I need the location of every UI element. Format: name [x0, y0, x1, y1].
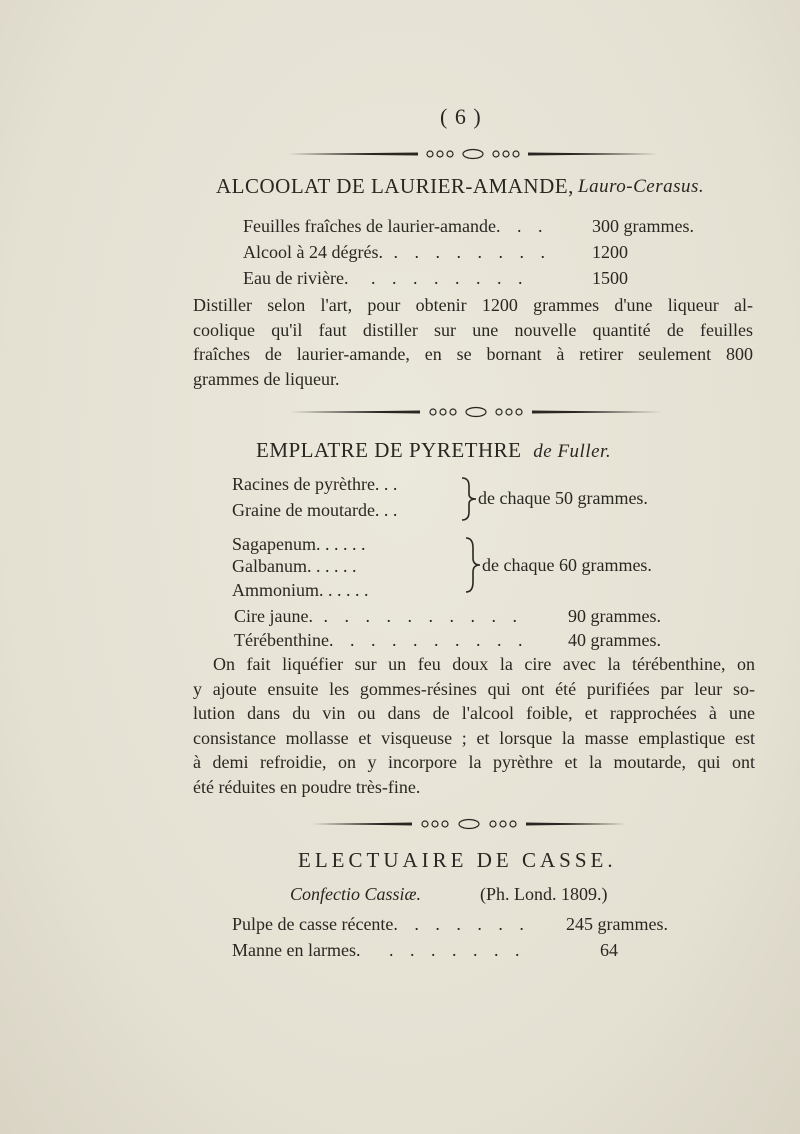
ingredient-quantity: 64: [600, 940, 618, 960]
leader-dots: . . . . . .: [414, 914, 530, 934]
paragraph-line: y ajoute ensuite les gommes-résines qui ont été purifiées par leur so-: [193, 678, 755, 699]
recipe-row: [243, 216, 549, 237]
ingredient-quantity: 40 grammes.: [568, 630, 661, 650]
ingredient-name: Pulpe de casse récente.: [232, 914, 398, 934]
paragraph-line: à demi refroidie, on y incorpore la pyrèthre et la moutarde, qui ont: [193, 752, 755, 772]
pharmacopoeia-reference: (Ph. Lond. 1809.): [480, 884, 608, 904]
paragraph-line: consistance mollasse et visqueuse ; et lorsque la masse emplastique est: [193, 727, 755, 748]
ornament-divider-1: [288, 148, 658, 160]
ingredient-name: Eau de rivière.: [243, 268, 349, 288]
section-title-alcoolat: [216, 174, 574, 199]
brace-icon: [460, 476, 478, 522]
group2-quantity: de chaque 60 grammes.: [482, 555, 652, 575]
group1-quantity: de chaque 50 grammes.: [478, 488, 648, 508]
ingredient-quantity: 300 grammes.: [592, 216, 694, 236]
paragraph-line: On fait liquéfier sur un feu doux la cire avec la térébenthine, on: [213, 654, 755, 674]
recipe-row: [232, 940, 525, 961]
leader-dots: . . . . . . . .: [370, 268, 529, 288]
paragraph-line: lution dans du vin ou dans de l'alcool foible, et rapprochées à une: [193, 703, 755, 723]
group1-item-1: Racines de pyrèthre. . .: [232, 474, 398, 494]
section-title-emplatre: [256, 438, 611, 463]
section-title-electuaire: ELECTUAIRE DE CASSE.: [298, 848, 617, 872]
group2-item-3: Ammonium. . . . . .: [232, 580, 369, 600]
paragraph-line: coolique qu'il faut distiller sur une nouvelle quantité de feuilles: [193, 319, 753, 340]
ornament-divider-3: [312, 818, 626, 830]
ingredient-name: Feuilles fraîches de laurier-amande.: [243, 216, 501, 236]
ornament-divider-2: [290, 406, 662, 418]
ingredient-name: Alcool à 24 dégrés.: [243, 242, 383, 262]
latin-name-lauro-cerasus: Lauro-Cerasus.: [578, 176, 705, 197]
leader-dots: . . . . . . . . .: [349, 630, 529, 650]
page-number: ( 6 ): [440, 104, 482, 129]
leader-dots: . . . . . . . . . .: [323, 606, 523, 626]
group1-item-2: Graine de moutarde. . .: [232, 500, 398, 520]
recipe-row: [234, 606, 523, 627]
brace-icon: [464, 536, 482, 594]
ingredient-name: Térébenthine.: [234, 630, 334, 650]
paragraph-line: été réduites en poudre très-fine.: [193, 776, 421, 797]
recipe-row: [234, 630, 528, 651]
recipe-row: [243, 242, 551, 263]
paragraph-line: fraîches de laurier-amande, en se bornant à retirer seulement 800: [193, 344, 753, 364]
title-text: EMPLATRE DE PYRETHRE: [256, 438, 522, 462]
group2-item-2: Galbanum. . . . . .: [232, 556, 357, 576]
ingredient-quantity: 245 grammes.: [566, 914, 668, 934]
latin-name-confectio: Confectio Cassiæ.: [290, 884, 422, 904]
paragraph-line: Distiller selon l'art, pour obtenir 1200 grammes d'une liqueur al-: [193, 295, 753, 315]
instructions-paragraph-1: [193, 293, 753, 391]
instructions-paragraph-2: [193, 652, 755, 799]
leader-dots: . . . . . . .: [388, 940, 526, 960]
leader-dots: . . . . . . . .: [393, 242, 551, 262]
ingredient-quantity: 1500: [592, 268, 628, 288]
ingredient-quantity: 90 grammes.: [568, 606, 661, 626]
group2-item-1: Sagapenum. . . . . .: [232, 534, 366, 554]
leader-dots: . .: [517, 216, 549, 236]
ingredient-name: Cire jaune.: [234, 606, 313, 626]
recipe-row: [243, 268, 528, 289]
title-text: ALCOOLAT DE LAURIER-AMANDE,: [216, 174, 574, 198]
latin-author: de Fuller.: [533, 441, 612, 462]
paragraph-line: grammes de liqueur.: [193, 368, 340, 389]
ingredient-name: Manne en larmes.: [232, 940, 361, 960]
ingredient-quantity: 1200: [592, 242, 628, 262]
recipe-row: [232, 914, 530, 935]
